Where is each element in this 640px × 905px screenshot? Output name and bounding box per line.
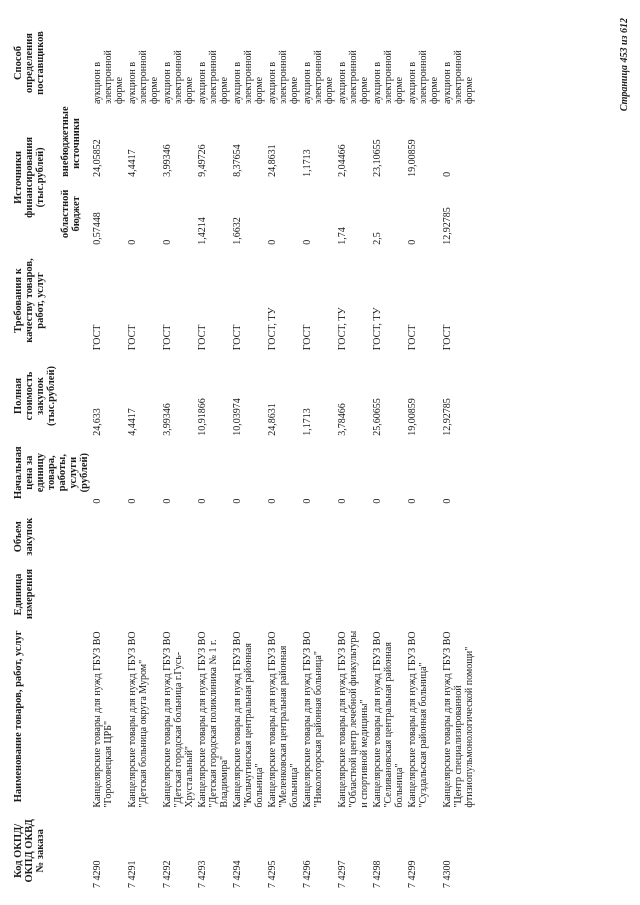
cell-funding-regional: 0 (407, 239, 418, 245)
cell-funding-regional: 2,5 (372, 232, 383, 245)
header-method: Способ определения поставщиков (13, 31, 46, 95)
cell-unit (301, 567, 336, 622)
table-row (161, 19, 196, 891)
cell-total-cost: 3,99346 (162, 403, 173, 436)
cell-funding-extra: 23,10655 (372, 139, 383, 177)
cell-requirements: ГОСТ (232, 324, 243, 351)
cell-requirements: ГОСТ (127, 324, 138, 351)
cell-method: аукцион в электронной форме (162, 50, 195, 105)
cell-funding-extra: 2,04466 (337, 144, 348, 177)
cell-initial-price: 0 (162, 498, 173, 504)
cell-funding-extra: 0 (442, 171, 453, 177)
cell-initial-price: 0 (372, 498, 383, 504)
cell-volume (301, 507, 336, 567)
cell-total-cost: 19,00859 (407, 398, 418, 436)
cell-total-cost: 12,92785 (442, 398, 453, 436)
cell-total-cost: 1,1713 (302, 408, 313, 436)
cell-requirements: ГОСТ (197, 324, 208, 351)
cell-volume (266, 507, 301, 567)
cell-method: аукцион в электронной форме (267, 50, 300, 105)
cell-unit (126, 567, 161, 622)
cell-volume (91, 507, 126, 567)
cell-name: Канцелярские товары для нужд ГБУЗ ВО "Областной центр лечебной физкультуры и спортивной медицины" (337, 630, 370, 808)
cell-method: аукцион в электронной форме (197, 50, 230, 105)
header-requirements: Требования к качеству товаров, работ, услуг (13, 258, 46, 343)
page-number: Страница 453 из 612 (619, 18, 630, 112)
cell-funding-extra: 4,4417 (127, 149, 138, 177)
cell-code: 7 4300 (442, 860, 453, 888)
cell-method: аукцион в электронной форме (337, 50, 370, 105)
cell-volume (231, 507, 266, 567)
cell-funding-regional: 12,92785 (442, 207, 453, 245)
header-initial-price: Начальная цена за единицу товара, работы, услуги (рублей) (13, 446, 90, 499)
cell-code: 7 4294 (232, 860, 243, 888)
cell-initial-price: 0 (92, 498, 103, 504)
cell-unit (91, 567, 126, 622)
cell-funding-regional: 0 (302, 239, 313, 245)
table-row (371, 19, 406, 891)
cell-funding-regional: 0 (162, 239, 173, 245)
cell-code: 7 4298 (372, 860, 383, 888)
cell-method: аукцион в электронной форме (92, 50, 125, 105)
cell-requirements: ГОСТ, ТУ (267, 307, 278, 351)
cell-code: 7 4291 (127, 860, 138, 888)
cell-initial-price: 0 (337, 498, 348, 504)
cell-unit (196, 567, 231, 622)
cell-unit (161, 567, 196, 622)
cell-name: Канцелярские товары для нужд ГБУЗ ВО "Гороховецкая ЦРБ" (92, 631, 114, 808)
cell-method: аукцион в электронной форме (127, 50, 160, 105)
cell-funding-extra: 8,37654 (232, 144, 243, 177)
table-row (336, 19, 371, 891)
header-unit: Единица измерения (13, 568, 35, 620)
cell-code: 7 4299 (407, 860, 418, 888)
cell-volume (196, 507, 231, 567)
cell-code: 7 4296 (302, 860, 313, 888)
header-code: Код ОКПД/ ОКПД ОКВД № заказа (13, 819, 46, 883)
header-funding-regional: областной бюджет (59, 189, 82, 239)
cell-unit (371, 567, 406, 622)
cell-name: Канцелярские товары для нужд ГБУЗ ВО "Детская городская больница г.Гусь-Хрустальный" (162, 631, 195, 808)
cell-name: Канцелярские товары для нужд ГБУЗ ВО "Кольчугинская центральная районная больница" (232, 631, 265, 808)
table-row (231, 19, 266, 891)
cell-total-cost: 10,03974 (232, 398, 243, 436)
cell-funding-extra: 19,00859 (407, 139, 418, 177)
table-row (196, 19, 231, 891)
cell-name: Канцелярские товары для нужд ГБУЗ ВО "Детская больница округа Муром" (127, 631, 149, 808)
cell-method: аукцион в электронной форме (372, 50, 405, 105)
header-funding: Источники финансирования (тыс.рублей) (13, 136, 46, 218)
cell-funding-regional: 1,6632 (232, 217, 243, 245)
cell-name: Канцелярские товары для нужд ГБУЗ ВО "Детская городская поликлиника № 1 г. Владимира" (197, 631, 230, 808)
cell-method: аукцион в электронной форме (232, 50, 265, 105)
cell-initial-price: 0 (127, 498, 138, 504)
cell-unit (266, 567, 301, 622)
cell-requirements: ГОСТ (92, 324, 103, 351)
cell-name: Канцелярские товары для нужд ГБУЗ ВО "Меленковская центральная районная больница" (267, 631, 300, 808)
table-row (406, 19, 441, 891)
cell-unit (406, 567, 441, 622)
cell-unit (441, 567, 476, 622)
table-header (12, 19, 91, 891)
cell-funding-regional: 0 (267, 239, 278, 245)
cell-volume (126, 507, 161, 567)
cell-funding-extra: 3,99346 (162, 144, 173, 177)
cell-volume (441, 507, 476, 567)
cell-requirements: ГОСТ (302, 324, 313, 351)
cell-funding-regional: 0 (127, 239, 138, 245)
table-row (91, 19, 126, 891)
header-funding-extra: внебюджетные источники (59, 106, 82, 177)
cell-unit (336, 567, 371, 622)
header-volume: Объем закупок (13, 517, 35, 556)
cell-requirements: ГОСТ, ТУ (337, 307, 348, 351)
cell-initial-price: 0 (442, 498, 453, 504)
cell-funding-extra: 24,8631 (267, 144, 278, 177)
procurement-table (12, 19, 476, 891)
cell-requirements: ГОСТ, ТУ (372, 307, 383, 351)
cell-funding-regional: 1,74 (337, 227, 348, 245)
cell-total-cost: 25,60655 (372, 398, 383, 436)
header-name: Наименование товаров, работ, услуг (13, 630, 24, 803)
header-total-cost: Полная стоимость закупок (тыс.рублей) (13, 365, 57, 427)
cell-code: 7 4297 (337, 860, 348, 888)
cell-volume (371, 507, 406, 567)
cell-method: аукцион в электронной форме (302, 50, 335, 105)
table-row (126, 19, 161, 891)
cell-volume (161, 507, 196, 567)
cell-initial-price: 0 (197, 498, 208, 504)
cell-method: аукцион в электронной форме (442, 50, 475, 105)
table-row (441, 19, 476, 891)
cell-requirements: ГОСТ (442, 324, 453, 351)
cell-total-cost: 24,633 (92, 408, 103, 436)
cell-funding-extra: 9,49726 (197, 144, 208, 177)
cell-requirements: ГОСТ (407, 324, 418, 351)
cell-code: 7 4295 (267, 860, 278, 888)
cell-initial-price: 0 (232, 498, 243, 504)
cell-name: Канцелярские товары для нужд ГБУЗ ВО "Никологорская районная больница" (302, 631, 324, 808)
cell-code: 7 4290 (92, 860, 103, 888)
cell-name: Канцелярские товары для нужд ГБУЗ ВО "Суздальская районная больница" (407, 631, 429, 808)
table-row (266, 19, 301, 891)
cell-volume (406, 507, 441, 567)
table-body (91, 19, 476, 891)
cell-funding-extra: 24,05852 (92, 139, 103, 177)
cell-total-cost: 24,8631 (267, 403, 278, 436)
cell-total-cost: 3,78466 (337, 403, 348, 436)
cell-total-cost: 4,4417 (127, 408, 138, 436)
cell-name: Канцелярские товары для нужд ГБУЗ ВО "Центр специализированной фтизиопульмонологической помощи" (442, 631, 475, 808)
cell-method: аукцион в электронной форме (407, 50, 440, 105)
cell-initial-price: 0 (302, 498, 313, 504)
cell-funding-extra: 1,1713 (302, 149, 313, 177)
cell-funding-regional: 1,4214 (197, 217, 208, 245)
cell-total-cost: 10,91866 (197, 398, 208, 436)
cell-code: 7 4292 (162, 860, 173, 888)
table-row (301, 19, 336, 891)
cell-initial-price: 0 (267, 498, 278, 504)
cell-funding-regional: 0,57448 (92, 212, 103, 245)
cell-requirements: ГОСТ (162, 324, 173, 351)
cell-unit (231, 567, 266, 622)
cell-volume (336, 507, 371, 567)
cell-initial-price: 0 (407, 498, 418, 504)
cell-code: 7 4293 (197, 860, 208, 888)
cell-name: Канцелярские товары для нужд ГБУЗ ВО "Селивановская центральная районная больница" (372, 631, 405, 808)
